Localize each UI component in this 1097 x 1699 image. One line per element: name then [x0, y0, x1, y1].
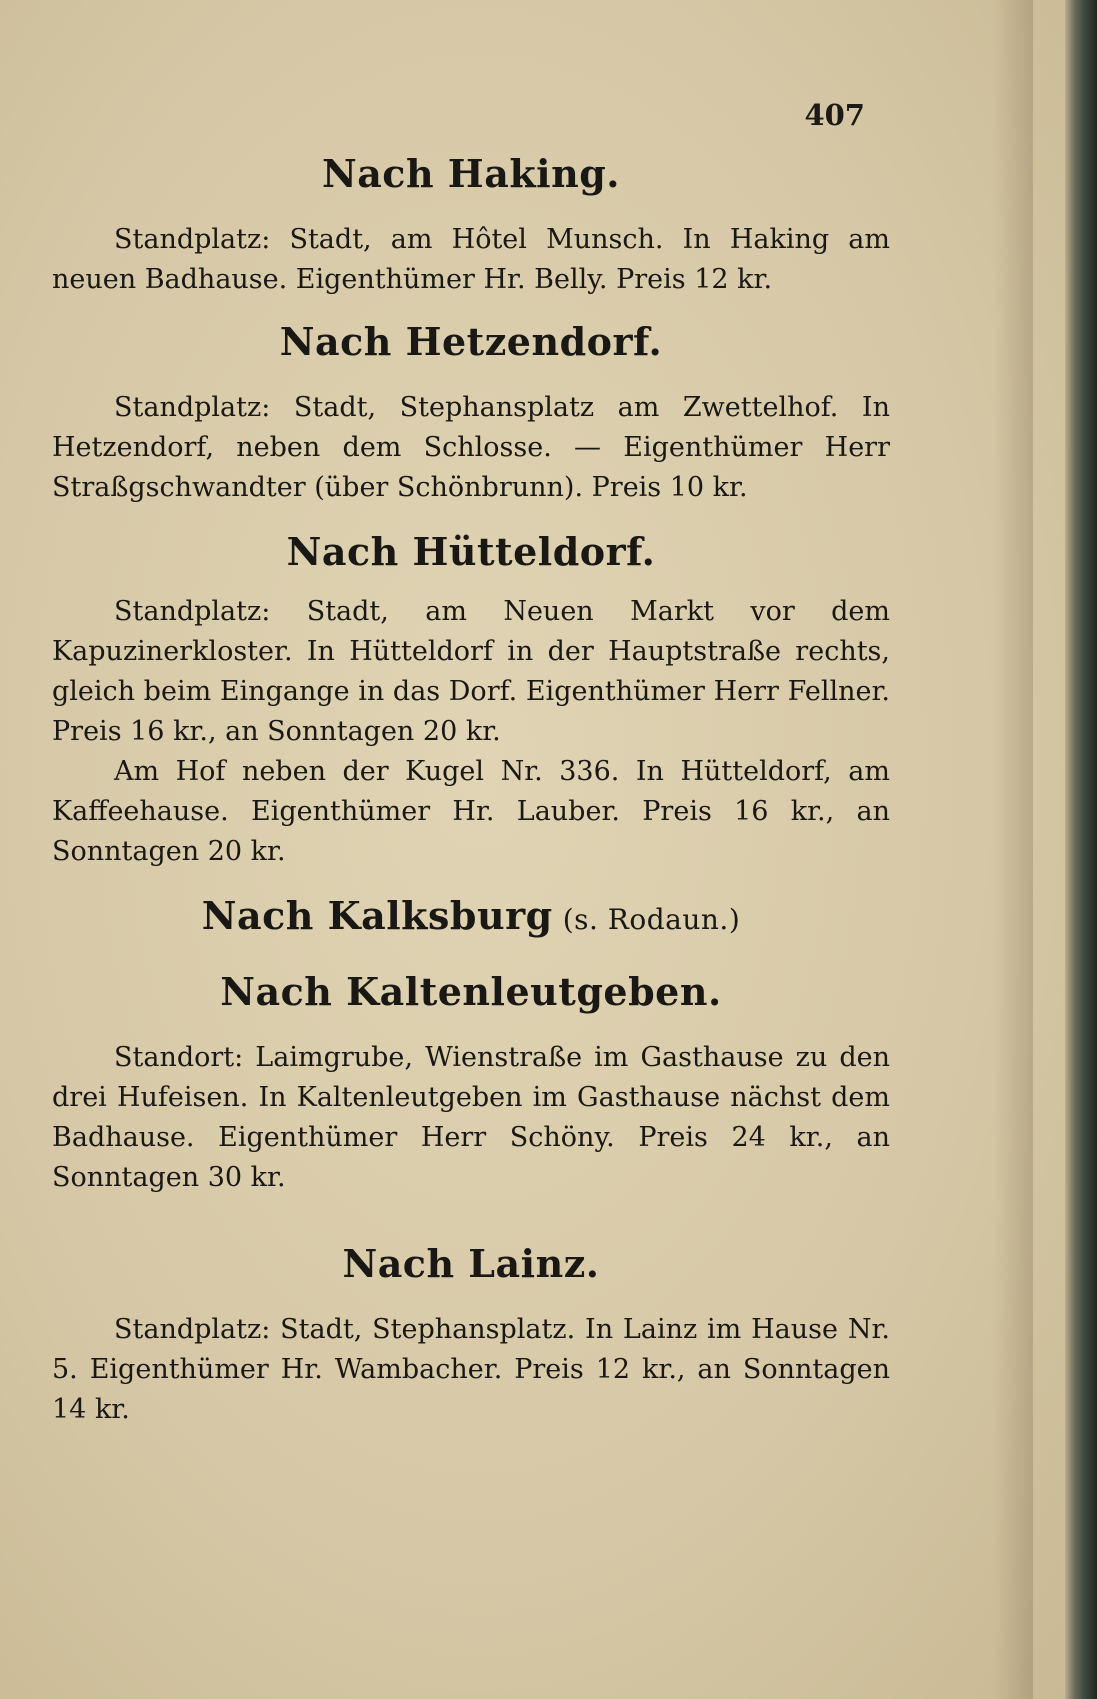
section-heading-kalksburg-title: Nach Kalksburg	[201, 893, 553, 938]
section-text-huetteldorf-2: Am Hof neben der Kugel Nr. 336. In Hütteldorf, am Kaffeehause. Eigenthümer Hr. Lauber. Preis 16 kr., an Sonntagen 20 kr.	[52, 756, 890, 867]
page-gutter-shadow	[993, 0, 1033, 1699]
section-heading-haking: Nach Haking.	[321, 151, 621, 196]
section-heading-kalksburg	[52, 890, 890, 946]
book-cover-edge	[1065, 0, 1097, 1699]
section-heading-kalksburg-note: (s. Rodaun.)	[562, 903, 741, 936]
section-heading-huetteldorf: Nach Hütteldorf.	[286, 529, 656, 574]
page-number: 407	[804, 98, 865, 132]
page-content	[52, 148, 890, 1430]
section-text-hetzendorf: Standplatz: Stadt, Stephansplatz am Zwettelhof. In Hetzendorf, neben dem Schlosse. — Eigenthümer Herr Straßgschwandter (über Schönbrunn). Preis 10 kr.	[52, 392, 890, 503]
section-text-lainz: Standplatz: Stadt, Stephansplatz. In Lainz im Hause Nr. 5. Eigenthümer Hr. Wambacher. Preis 12 kr., an Sonntagen 14 kr.	[52, 1314, 890, 1425]
section-text-haking: Standplatz: Stadt, am Hôtel Munsch. In Haking am neuen Badhause. Eigenthümer Hr. Belly. Preis 12 kr.	[52, 224, 890, 295]
section-heading-lainz: Nach Lainz.	[342, 1241, 600, 1286]
section-text-kaltenleutgeben: Standort: Laimgrube, Wienstraße im Gasthause zu den drei Hufeisen. In Kaltenleutgeben im Gasthause nächst dem Badhause. Eigenthümer Herr Schöny. Preis 24 kr., an Sonntagen 30 kr.	[52, 1042, 890, 1193]
section-heading-kaltenleutgeben: Nach Kaltenleutgeben.	[220, 969, 722, 1014]
section-heading-hetzendorf: Nach Hetzendorf.	[279, 319, 663, 364]
section-text-huetteldorf-1: Standplatz: Stadt, am Neuen Markt vor dem Kapuzinerkloster. In Hütteldorf in der Hauptstraße rechts, gleich beim Eingange in das Dorf. Eigenthümer Herr Fellner. Preis 16 kr., an Sonntagen 20 kr.	[52, 596, 890, 747]
